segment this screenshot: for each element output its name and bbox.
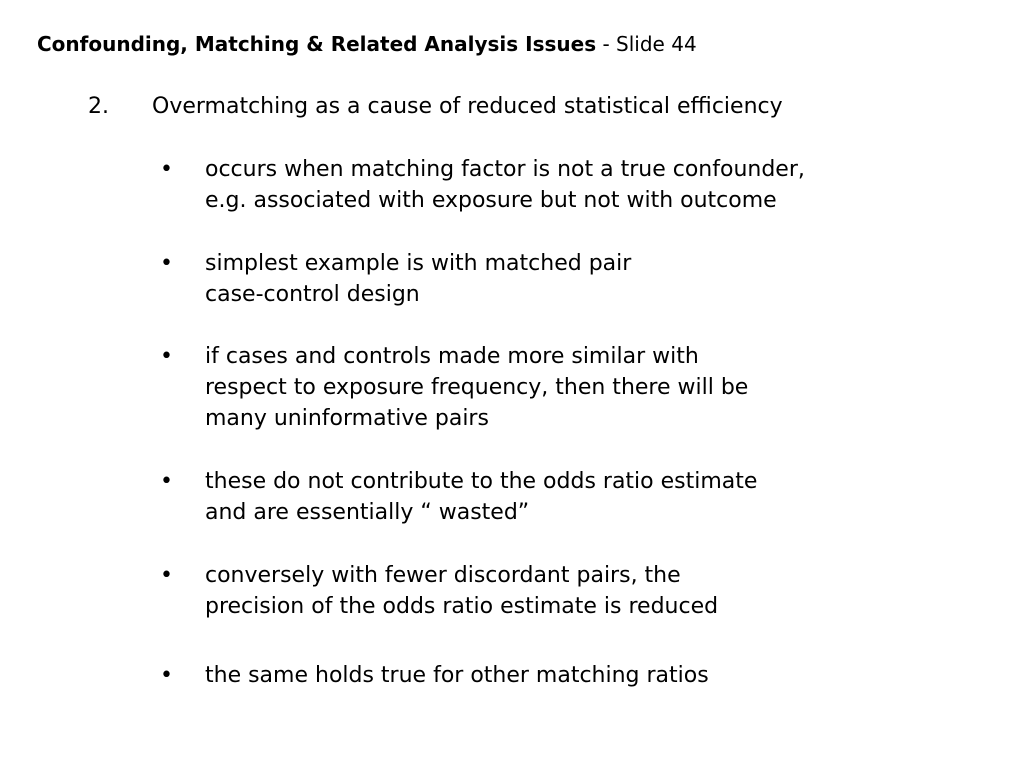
bullet-line: occurs when matching factor is not a true confounder, [205, 157, 805, 182]
item-heading: Overmatching as a cause of reduced statistical efficiency [152, 94, 783, 119]
bullet-line: case-control design [205, 282, 420, 307]
bullet-line: and are essentially “ wasted” [205, 500, 530, 525]
bullet-item [160, 660, 920, 691]
bullet-line: if cases and controls made more similar with [205, 344, 699, 369]
bullet-icon: • [160, 344, 173, 369]
bullet-icon: • [160, 663, 173, 688]
bullet-line: these do not contribute to the odds ratio estimate [205, 469, 758, 494]
bullet-icon: • [160, 469, 173, 494]
bullet-icon: • [160, 157, 173, 182]
bullet-icon: • [160, 563, 173, 588]
numbered-item [88, 93, 783, 121]
slide-title: Confounding, Matching & Related Analysis Issues [37, 32, 597, 56]
bullet-line: simplest example is with matched pair [205, 251, 632, 276]
item-number: 2. [88, 94, 109, 119]
bullet-line: e.g. associated with exposure but not with outcome [205, 188, 777, 213]
slide-header [37, 31, 697, 57]
bullet-item [160, 560, 920, 622]
bullet-line: precision of the odds ratio estimate is reduced [205, 594, 719, 619]
bullet-icon: • [160, 251, 173, 276]
bullet-item [160, 154, 920, 216]
bullet-line: conversely with fewer discordant pairs, the [205, 563, 681, 588]
bullet-line: the same holds true for other matching ratios [205, 663, 709, 688]
bullet-item [160, 466, 920, 528]
title-separator: - [596, 32, 617, 56]
bullet-item [160, 248, 920, 310]
bullet-line: many uninformative pairs [205, 406, 489, 431]
bullet-line: respect to exposure frequency, then there will be [205, 375, 749, 400]
bullet-item [160, 341, 920, 434]
slide-number: Slide 44 [616, 32, 697, 56]
